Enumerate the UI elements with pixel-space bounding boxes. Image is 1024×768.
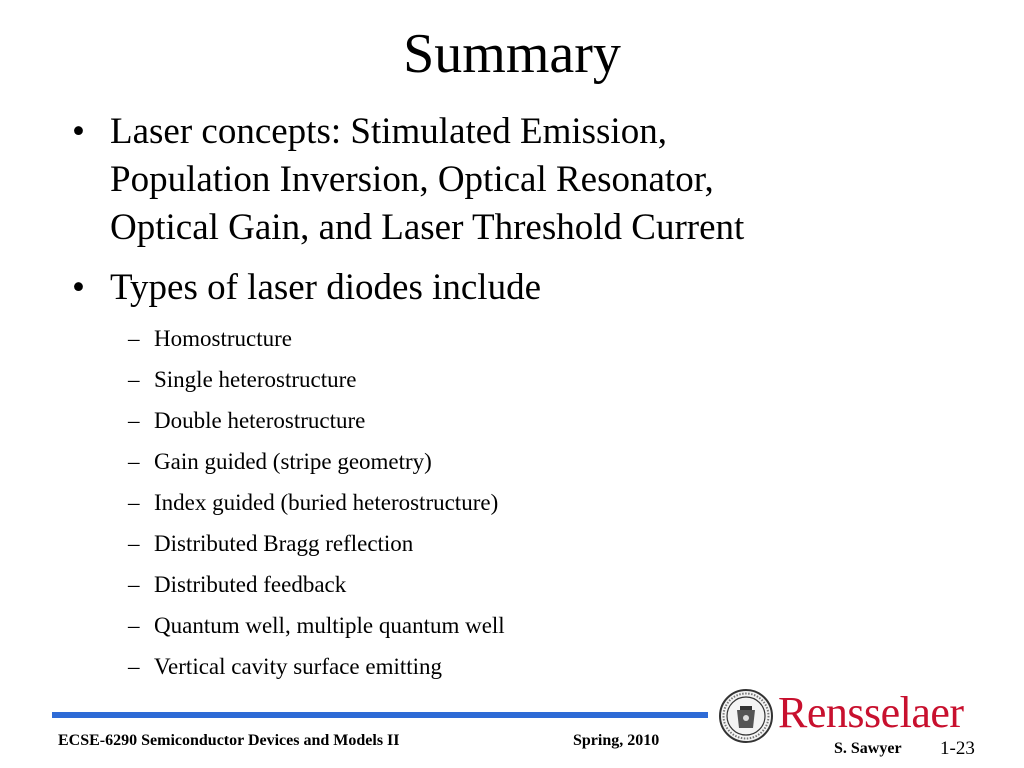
- sub-item: [110, 605, 972, 646]
- footer-author: S. Sawyer: [834, 740, 902, 757]
- bullet-line: Laser concepts: Stimulated Emission,: [110, 111, 667, 152]
- sub-item: [110, 441, 972, 482]
- sub-item-text: Distributed feedback: [154, 572, 347, 597]
- sub-item: [110, 523, 972, 564]
- sub-item-text: Distributed Bragg reflection: [154, 531, 414, 556]
- sub-item: [110, 646, 972, 687]
- rensselaer-seal-icon: [718, 688, 774, 744]
- slide-title: Summary: [403, 23, 621, 85]
- sub-item-text: Vertical cavity surface emitting: [154, 654, 443, 679]
- sub-item-text: Gain guided (stripe geometry): [154, 449, 432, 474]
- sub-dash: –: [128, 572, 140, 597]
- rensselaer-logo: Rensselaer: [778, 688, 964, 737]
- bullet-laser-diode-types: [72, 264, 972, 687]
- footer-course: ECSE-6290 Semiconductor Devices and Models II: [58, 732, 400, 749]
- sub-item-text: Double heterostructure: [154, 408, 366, 433]
- footer-divider: [52, 712, 708, 718]
- bullet-line: Types of laser diodes include: [110, 267, 542, 308]
- sub-item-text: Single heterostructure: [154, 367, 357, 392]
- sub-dash: –: [128, 449, 140, 474]
- page-number: 1-23: [940, 738, 975, 759]
- sub-item: [110, 482, 972, 523]
- sub-dash: –: [128, 490, 140, 515]
- sub-item-text: Homostructure: [154, 326, 292, 351]
- sub-dash: –: [128, 367, 140, 392]
- sub-dash: –: [128, 326, 140, 351]
- sub-item: [110, 318, 972, 359]
- bullet-dot: •: [72, 111, 85, 152]
- bullet-line: Population Inversion, Optical Resonator,: [110, 159, 714, 200]
- bullet-laser-concepts: [72, 108, 972, 252]
- sub-item-text: Quantum well, multiple quantum well: [154, 613, 505, 638]
- sub-item: [110, 564, 972, 605]
- sub-item-text: Index guided (buried heterostructure): [154, 490, 499, 515]
- footer-term: Spring, 2010: [573, 732, 660, 749]
- bullet-list: [72, 108, 972, 699]
- sub-dash: –: [128, 613, 140, 638]
- sub-dash: –: [128, 408, 140, 433]
- bullet-dot: •: [72, 267, 85, 308]
- sub-dash: –: [128, 654, 140, 679]
- sub-bullet-list: [110, 318, 972, 687]
- sub-item: [110, 359, 972, 400]
- sub-dash: –: [128, 531, 140, 556]
- bullet-line: Optical Gain, and Laser Threshold Current: [110, 207, 745, 248]
- sub-item: [110, 400, 972, 441]
